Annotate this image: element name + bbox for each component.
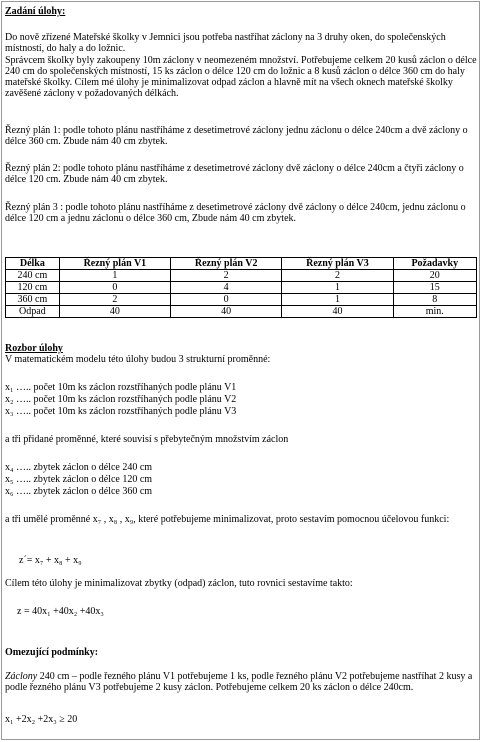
table-cell: 0 xyxy=(171,294,282,306)
table-header-cell: Požadavky xyxy=(393,258,476,270)
table-cell: 2 xyxy=(59,294,170,306)
variable-x4: x₄ ….. zbytek záclon o délce 240 cm xyxy=(5,462,153,473)
constraint-paragraph xyxy=(5,671,477,693)
table-cell: 40 xyxy=(282,306,393,318)
variable-x1: x₁ ….. počet 10m ks záclon rozstříhaných podle plánu V1 xyxy=(5,382,237,393)
table-row xyxy=(6,294,477,306)
cutting-plan-1: Řezný plán 1: podle tohoto plánu nastříháme z desetimetrové záclony jednu záclonu o délce 240cm a dvě záclony o délce 360 cm. Zbude nám 40 cm zbytek. xyxy=(5,125,468,147)
assignment-paragraph-1: Do nově zřízené Mateřské školky v Jemnici jsou potřeba nastříhat záclony na 3 druhy oken, do společenských místností, do haly a do ložnic. xyxy=(5,32,446,54)
table-cell: 40 xyxy=(171,306,282,318)
auxiliary-objective-function: z´= x₇ + x₈ + x₉ xyxy=(19,555,82,566)
table-cell: min. xyxy=(393,306,476,318)
table-cell: 1 xyxy=(282,294,393,306)
constraints-heading: Omezující podmínky: xyxy=(5,647,99,658)
table-cell: Odpad xyxy=(6,306,60,318)
table-header-cell: Délka xyxy=(6,258,60,270)
table-header-row xyxy=(6,258,477,270)
constraint-text: 240 cm – podle řezného plánu V1 potřebujeme 1 ks, podle řezného plánu V2 potřebujeme nastříhat 2 kusy a podle řezného plánu V3 potřebujeme 2 kusy záclon. Potřebujeme celkem 20 ks záclon o délce 240cm. xyxy=(5,671,473,693)
assignment-paragraph-2: Správcem školky byly zakoupeny 10m záclony v neomezeném množství. Potřebujeme celkem 20 kusů záclon o délce 240 cm do společenských místností, 15 ks záclon o délce 120 cm do ložnic a 8 kusů záclon o délce 360 cm do haly mateřské školky. Cílem mé úlohy je minimalizovat odpad záclon a hlavně mít na všech oknech mateřské školky zavěšené záclony v požadovaných délkách. xyxy=(5,55,477,99)
table-cell: 15 xyxy=(393,282,476,294)
table-cell: 360 cm xyxy=(6,294,60,306)
variable-x3: x₃ ….. počet 10m ks záclon rozstříhaných podle plánu V3 xyxy=(5,406,237,417)
analysis-heading: Rozbor úlohy xyxy=(5,343,63,354)
table-cell: 240 cm xyxy=(6,270,60,282)
cutting-plan-table xyxy=(5,257,477,318)
analysis-intro: V matematickém modelu této úlohy budou 3 strukturní proměnné: xyxy=(5,354,271,365)
variable-x2: x₂ ….. počet 10m ks záclon rozstříhaných podle plánu V2 xyxy=(5,394,237,405)
constraint-inequality: x₁ +2x₂ +2x₃ ≥ 20 xyxy=(5,714,78,725)
cutting-plan-2: Řezný plán 2: podle tohoto plánu nastříháme z desetimetrové záclony dvě záclony o délce 240cm a čtyři záclony o délce 120 cm. Zbude nám 40 cm zbytek. xyxy=(5,163,464,185)
document-page xyxy=(1,1,480,740)
table-cell: 1 xyxy=(282,282,393,294)
table-row xyxy=(6,270,477,282)
table-cell: 4 xyxy=(171,282,282,294)
variable-x6: x₆ ….. zbytek záclon o délce 360 cm xyxy=(5,486,153,497)
goal-text: Cílem této úlohy je minimalizovat zbytky (odpad) záclon, tuto rovnici sestavíme takto: xyxy=(5,578,353,589)
extra-variables-intro: a tři přidané proměnné, které souvisí s přebytečným množstvím záclon xyxy=(5,434,289,445)
assignment-heading: Zadání úlohy: xyxy=(5,6,66,17)
table-cell: 40 xyxy=(59,306,170,318)
table-cell: 2 xyxy=(171,270,282,282)
artificial-variables-text: a tři umělé proměnné x₇ , x₈ , x₉, které potřebujeme minimalizovat, proto sestavím pomocnou účelovou funkci: xyxy=(5,514,450,525)
table-row xyxy=(6,282,477,294)
table-cell: 1 xyxy=(59,270,170,282)
table-cell: 8 xyxy=(393,294,476,306)
table-cell: 2 xyxy=(282,270,393,282)
table-header-cell: Řezný plán V2 xyxy=(171,258,282,270)
table-header-cell: Řezný plán V3 xyxy=(282,258,393,270)
table-cell: 20 xyxy=(393,270,476,282)
cutting-plan-3: Řezný plán 3 : podle tohoto plánu nastříháme z desetimetrové záclony dvě záclony o délce 240cm, jednu záclonu o délce 120 cm a jednu záclonu o délce 360 cm, Zbude nám 40 cm zbytek. xyxy=(5,202,466,224)
objective-function: z = 40x₁ +40x₂ +40x₃ xyxy=(17,606,104,617)
table-row xyxy=(6,306,477,318)
table-cell: 0 xyxy=(59,282,170,294)
constraint-lead-italic: Záclony xyxy=(5,671,38,682)
table-cell: 120 cm xyxy=(6,282,60,294)
table-header-cell: Řezný plán V1 xyxy=(59,258,170,270)
variable-x5: x₅ ….. zbytek záclon o délce 120 cm xyxy=(5,474,153,485)
